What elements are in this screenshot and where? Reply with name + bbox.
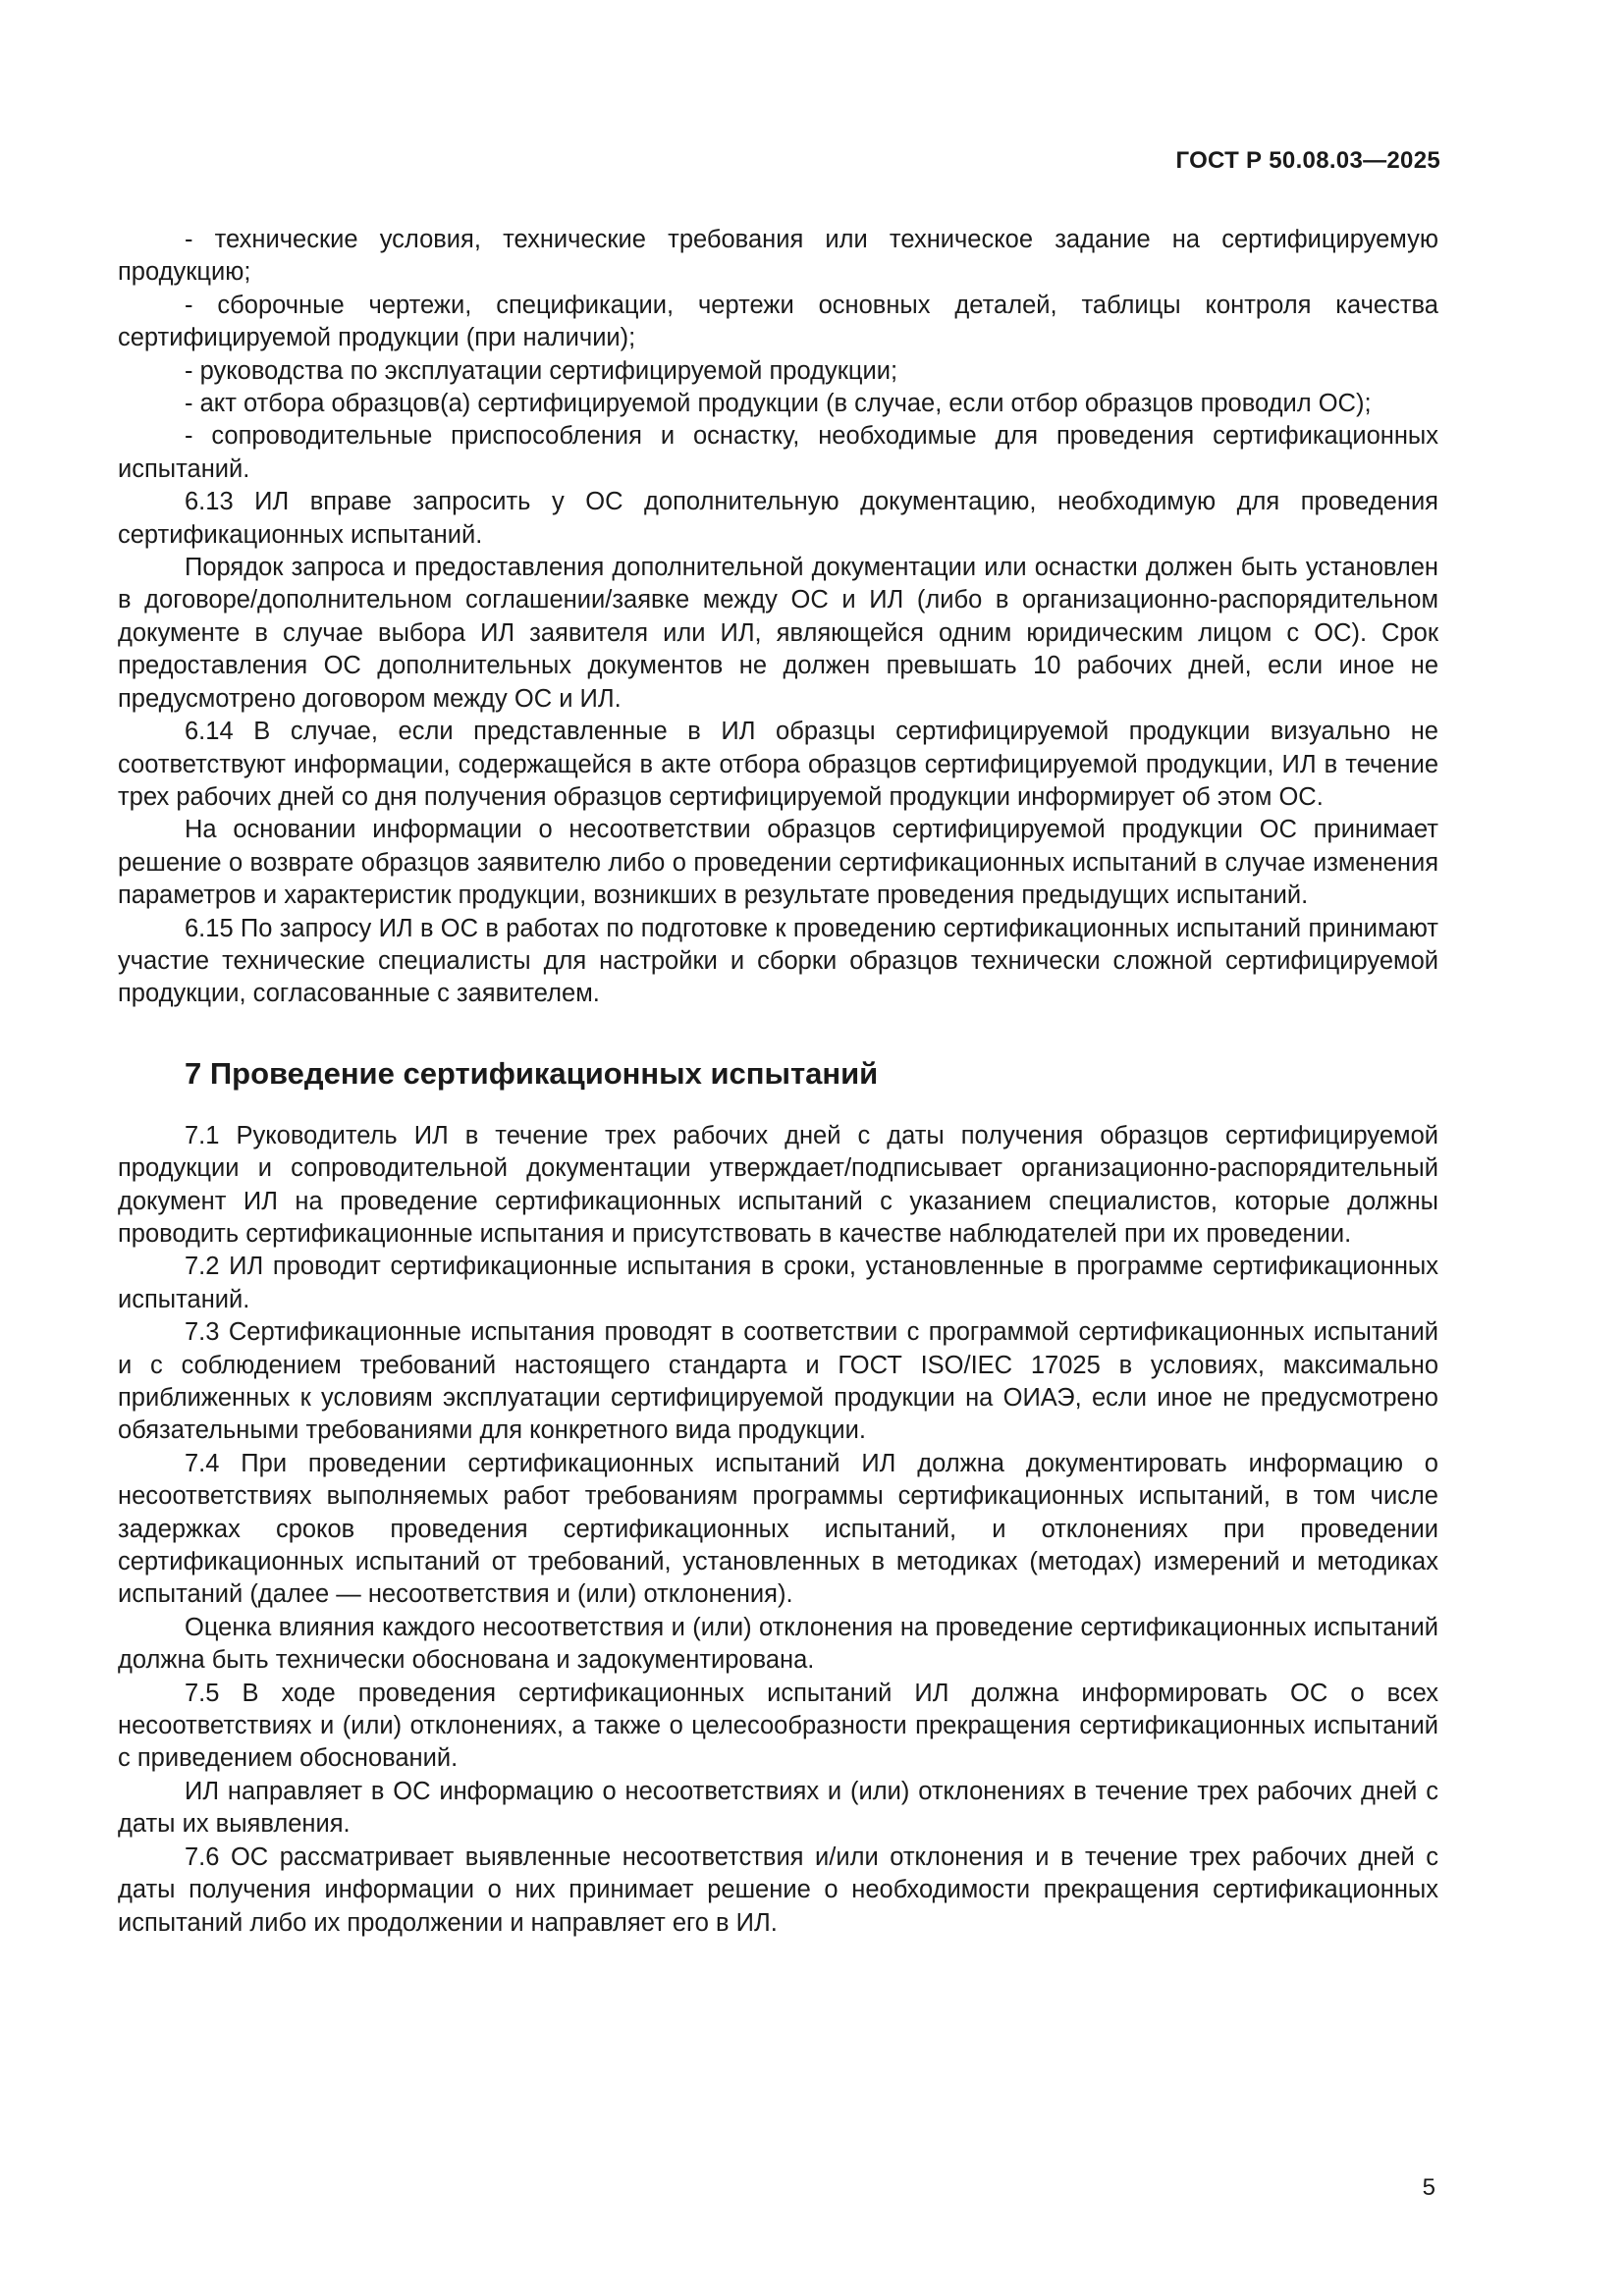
document-code-header: ГОСТ Р 50.08.03—2025 — [1175, 147, 1440, 174]
page-number: 5 — [1422, 2174, 1435, 2201]
clause-6-15: 6.15 По запросу ИЛ в ОС в работах по подготовке к проведению сертификационных испытаний принимают участие технические специалисты для настройки и сборки образцов технически сложной сертифицируемой продукции, согласованные с заявителем. — [118, 914, 1438, 1008]
list-item-accessories: - сопроводительные приспособления и оснастку, необходимые для проведения сертификационных испытаний. — [118, 422, 1438, 483]
list-item-technical-conditions: - технические условия, технические требования или техническое задание на сертифицируемую продукцию; — [118, 226, 1438, 287]
clause-7-4-assessment: Оценка влияния каждого несоответствия и (или) отклонения на проведение сертификационных испытаний должна быть технически обоснована и задокументирована. — [118, 1613, 1438, 1675]
clause-7-5: 7.5 В ходе проведения сертификационных испытаний ИЛ должна информировать ОС о всех несоответствиях и (или) отклонениях, а также о целесообразности прекращения сертификационных испытаний с приведением обоснований. — [118, 1679, 1438, 1773]
clause-7-3: 7.3 Сертификационные испытания проводят в соответствии с программой сертификационных испытаний и с соблюдением требований настоящего стандарта и ГОСТ ISO/IEC 17025 в условиях, максимально приближенных к условиям эксплуатации сертифицируемой продукции на ОИАЭ, если иное не предусмотрено обязательными требованиями для конкретного вида продукции. — [118, 1318, 1438, 1445]
clause-7-4: 7.4 При проведении сертификационных испытаний ИЛ должна документировать информацию о несоответствиях выполняемых работ требованиям программы сертификационных испытаний, в том числе задержках сроков проведения сертификационных испытаний, и отклонениях при проведении сертификационных испытаний от требований, установленных в методиках (методах) измерений и методиках испытаний (далее — несоответствия и (или) отклонения). — [118, 1449, 1438, 1609]
clause-6-14-decision: На основании информации о несоответствии образцов сертифицируемой продукции ОС принимает решение о возврате образцов заявителю либо о проведении сертификационных испытаний в случае изменения параметров и характеристик продукции, возникших в результате проведения предыдущих испытаний. — [118, 816, 1438, 910]
clause-6-13-procedure: Порядок запроса и предоставления дополнительной документации или оснастки должен быть установлен в договоре/дополнительном соглашении/заявке между ОС и ИЛ (либо в организационно-распорядительном документе в случае выбора ИЛ заявителя или ИЛ, являющейся одним юридическим лицом с ОС). Срок предоставления ОС дополнительных документов не должен превышать 10 рабочих дней, если иное не предусмотрено договором между ОС и ИЛ. — [118, 554, 1438, 713]
section-7-heading: 7 Проведение сертификационных испытаний — [185, 1055, 879, 1091]
list-item-operation-manuals: - руководства по эксплуатации сертифицируемой продукции; — [185, 356, 898, 385]
list-item-assembly-drawings: - сборочные чертежи, спецификации, чертежи основных деталей, таблицы контроля качества сертифицируемой продукции (при наличии); — [118, 291, 1438, 352]
clause-6-14: 6.14 В случае, если представленные в ИЛ образцы сертифицируемой продукции визуально не соответствуют информации, содержащейся в акте отбора образцов сертифицируемой продукции, ИЛ в течение трех рабочих дней со дня получения образцов сертифицируемой продукции информирует об этом ОС. — [118, 718, 1438, 811]
clause-7-1: 7.1 Руководитель ИЛ в течение трех рабочих дней с даты получения образцов сертифицируемой продукции и сопроводительной документации утверждает/подписывает организационно-распорядительный документ ИЛ на проведение сертификационных испытаний с указанием специалистов, которые должны проводить сертификационные испытания и присутствовать в качестве наблюдателей при их проведении. — [118, 1121, 1438, 1248]
clause-7-6: 7.6 ОС рассматривает выявленные несоответствия и/или отклонения и в течение трех рабочих дней с даты получения информации о них принимает решение о необходимости прекращения сертификационных испытаний либо их продолжении и направляет его в ИЛ. — [118, 1842, 1438, 1937]
clause-6-13: 6.13 ИЛ вправе запросить у ОС дополнительную документацию, необходимую для проведения сертификационных испытаний. — [118, 488, 1438, 549]
list-item-sampling-act: - акт отбора образцов(а) сертифицируемой продукции (в случае, если отбор образцов проводил ОС); — [185, 390, 1372, 418]
clause-7-5-notification: ИЛ направляет в ОС информацию о несоответствиях и (или) отклонениях в течение трех рабочих дней с даты их выявления. — [118, 1777, 1438, 1839]
document-body — [118, 224, 1438, 1940]
clause-7-2: 7.2 ИЛ проводит сертификационные испытания в сроки, установленные в программе сертификационных испытаний. — [118, 1253, 1438, 1313]
